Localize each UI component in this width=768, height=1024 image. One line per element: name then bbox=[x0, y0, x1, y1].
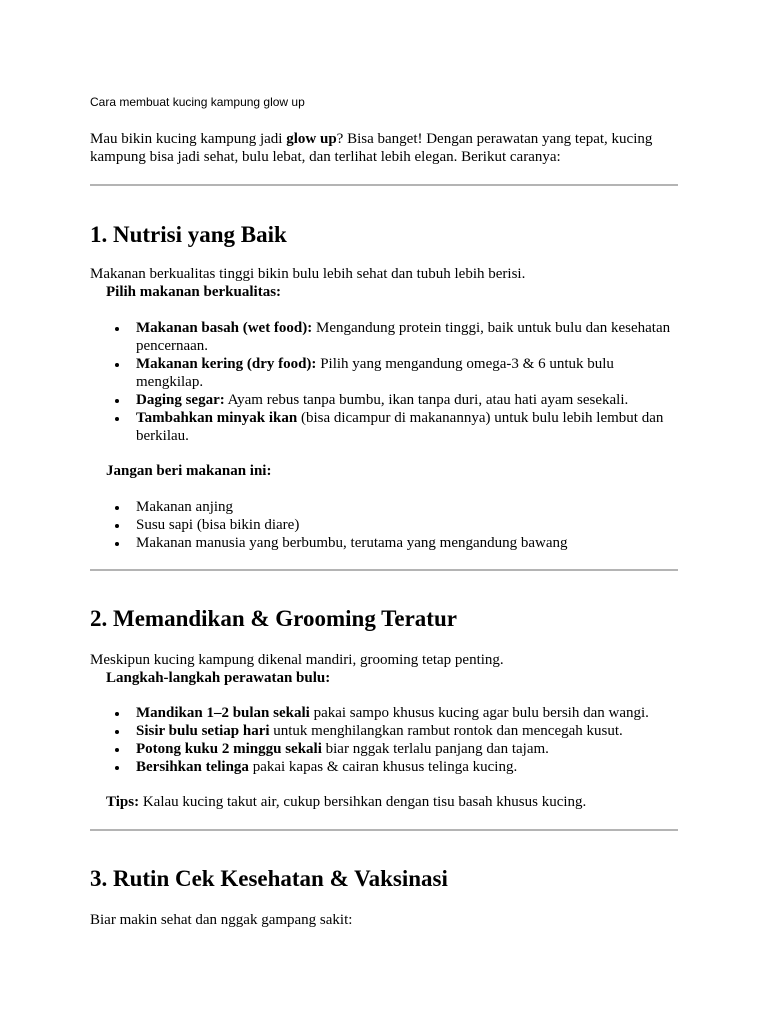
list-item-term: Potong kuku 2 minggu sekali bbox=[136, 741, 322, 757]
list-item-term: Daging segar: bbox=[136, 392, 225, 408]
section-grooming bbox=[90, 605, 680, 633]
section-nutrisi-body bbox=[90, 265, 680, 301]
list-item-text: untuk menghilangkan rambut rontok dan mencegah kusut. bbox=[269, 723, 623, 739]
list-item-text: (bisa dicampur di makanannya) untuk bulu lebih lembut dan berkilau. bbox=[136, 410, 664, 444]
list-item-term: Makanan kering (dry food): bbox=[136, 356, 317, 372]
list-item-term: Bersihkan telinga bbox=[136, 759, 249, 775]
document-title: Cara membuat kucing kampung glow up bbox=[90, 95, 305, 109]
subheading-langkah-perawatan: Langkah-langkah perawatan bulu: bbox=[106, 670, 331, 686]
subheading-jangan-beri: Jangan beri makanan ini: bbox=[106, 463, 272, 479]
section-kesehatan-body bbox=[90, 911, 680, 929]
intro-text-start: Mau bikin kucing kampung jadi bbox=[90, 131, 287, 147]
section-lead-grooming: Meskipun kucing kampung dikenal mandiri, grooming tetap penting. bbox=[90, 652, 504, 668]
list-item-text: biar nggak terlalu panjang dan tajam. bbox=[321, 741, 549, 757]
intro-paragraph bbox=[90, 130, 680, 166]
list-item-text: Pilih yang mengandung omega-3 & 6 untuk bulu mengkilap. bbox=[136, 356, 614, 390]
list-item-term: Tambahkan minyak ikan bbox=[136, 410, 298, 426]
list-item bbox=[136, 409, 680, 445]
list-makanan-dilarang bbox=[90, 498, 680, 552]
divider-1 bbox=[90, 184, 678, 186]
subheading-block-jangan bbox=[90, 462, 680, 480]
section-kesehatan bbox=[90, 865, 680, 893]
list-item bbox=[136, 391, 680, 409]
list-item bbox=[136, 355, 680, 391]
list-makanan-baik bbox=[90, 319, 680, 445]
list-item bbox=[136, 740, 680, 758]
list-perawatan-bulu bbox=[90, 704, 680, 776]
list-item: Makanan anjing bbox=[136, 498, 680, 516]
list-item-text: pakai kapas & cairan khusus telinga kucing. bbox=[248, 759, 518, 775]
list-item-text: pakai sampo khusus kucing agar bulu bersih dan wangi. bbox=[309, 705, 649, 721]
intro-highlight: glow up bbox=[286, 131, 337, 147]
list-item-term: Mandikan 1–2 bulan sekali bbox=[136, 705, 310, 721]
list-item-term: Sisir bulu setiap hari bbox=[136, 723, 270, 739]
list-item-term: Makanan basah (wet food): bbox=[136, 320, 313, 336]
list-item: Susu sapi (bisa bikin diare) bbox=[136, 516, 680, 534]
list-item-text: Ayam rebus tanpa bumbu, ikan tanpa duri, atau hati ayam sesekali. bbox=[224, 392, 629, 408]
section-heading-nutrisi: 1. Nutrisi yang Baik bbox=[90, 222, 287, 247]
intro-text-end: ? Bisa banget! Dengan perawatan yang tepat, kucing kampung bisa jadi sehat, bulu lebat, dan terlihat lebih elegan. Berikut caranya: bbox=[90, 131, 653, 165]
section-nutrisi bbox=[90, 221, 680, 249]
section-heading-kesehatan: 3. Rutin Cek Kesehatan & Vaksinasi bbox=[90, 866, 448, 891]
divider-2 bbox=[90, 569, 678, 571]
list-item bbox=[136, 704, 680, 722]
section-heading-grooming: 2. Memandikan & Grooming Teratur bbox=[90, 606, 457, 631]
tips-paragraph bbox=[90, 793, 680, 811]
list-item bbox=[136, 319, 680, 355]
subheading-pilih-makanan: Pilih makanan berkualitas: bbox=[106, 284, 282, 300]
divider-3 bbox=[90, 829, 678, 831]
list-item bbox=[136, 722, 680, 740]
tips-text: Kalau kucing takut air, cukup bersihkan dengan tisu basah khusus kucing. bbox=[139, 794, 587, 810]
section-lead-kesehatan: Biar makin sehat dan nggak gampang sakit: bbox=[90, 912, 353, 928]
tips-label: Tips: bbox=[106, 794, 140, 810]
list-item-text: Mengandung protein tinggi, baik untuk bulu dan kesehatan pencernaan. bbox=[136, 320, 671, 354]
section-lead-nutrisi: Makanan berkualitas tinggi bikin bulu lebih sehat dan tubuh lebih berisi. bbox=[90, 266, 526, 282]
section-grooming-body bbox=[90, 651, 680, 687]
list-item bbox=[136, 758, 680, 776]
list-item: Makanan manusia yang berbumbu, terutama yang mengandung bawang bbox=[136, 534, 680, 552]
